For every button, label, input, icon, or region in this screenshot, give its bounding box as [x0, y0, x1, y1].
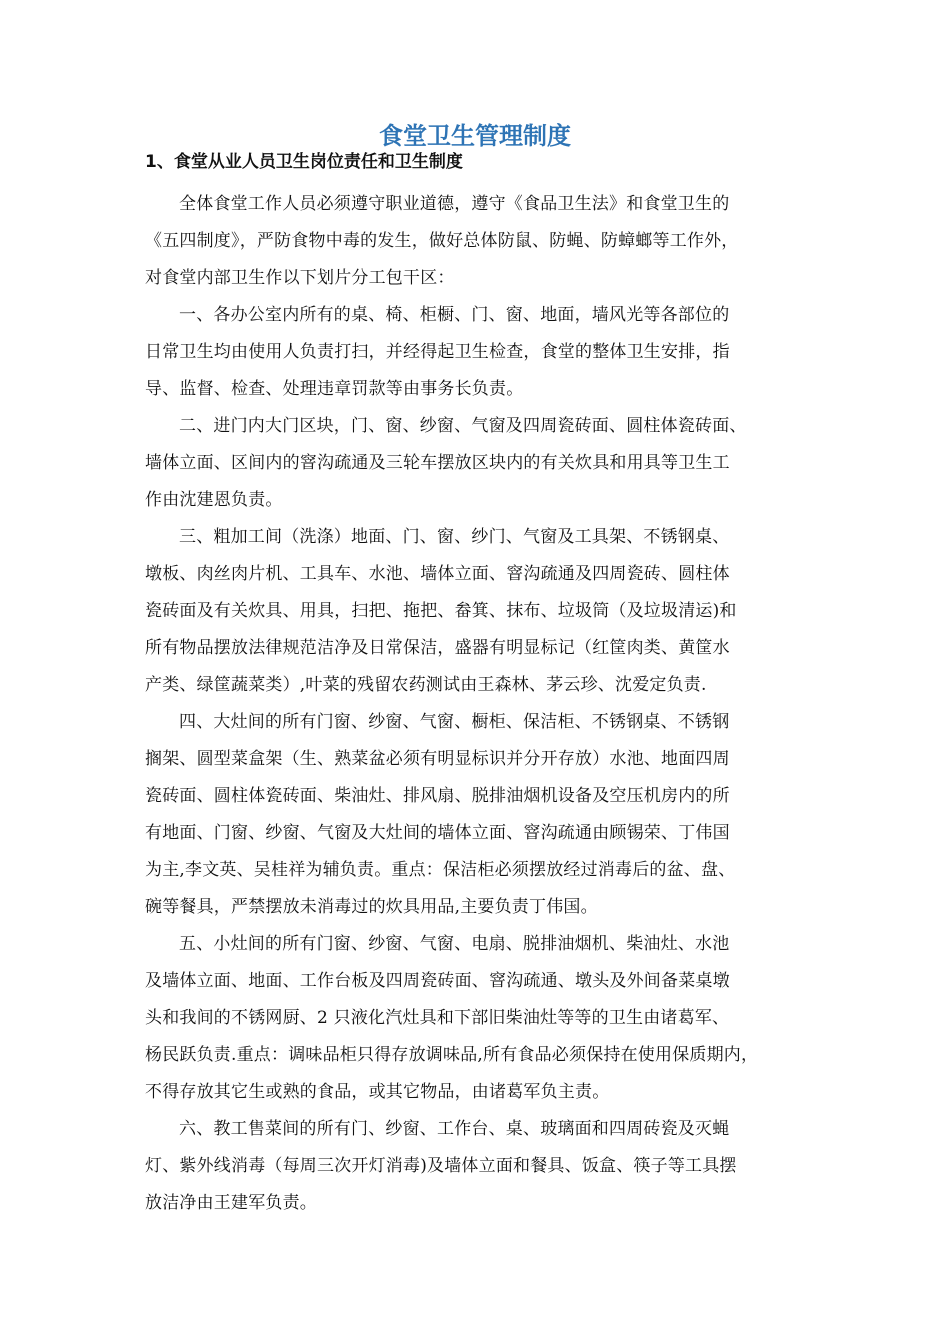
paragraph-line: 全体食堂工作人员必须遵守职业道德，遵守《食品卫生法》和食堂卫生的	[179, 194, 730, 214]
paragraph-line: 放洁净由王建军负责。	[145, 1193, 317, 1213]
paragraph-line: 碗等餐具，严禁摆放未消毒过的炊具用品,主要负责丁伟国。	[145, 897, 598, 917]
paragraph-line: 墙体立面、区间内的窨沟疏通及三轮车摆放区块内的有关炊具和用具等卫生工	[145, 453, 730, 473]
paragraph	[145, 186, 815, 297]
paragraph-line: 六、教工售菜间的所有门、纱窗、工作台、桌、玻璃面和四周砖瓷及灭蝇	[179, 1119, 730, 1139]
paragraph-line: 《五四制度》，严防食物中毒的发生，做好总体防鼠、防蝇、防蟑螂等工作外，	[145, 231, 739, 251]
section-heading: 1、食堂从业人员卫生岗位责任和卫生制度	[145, 152, 463, 172]
paragraph-line: 墩板、肉丝肉片机、工具车、水池、墙体立面、窨沟疏通及四周瓷砖、圆柱体	[145, 564, 730, 584]
paragraph-line: 所有物品摆放法律规范洁净及日常保洁，盛器有明显标记（红筐肉类、黄筐水	[145, 638, 730, 658]
paragraph-line: 瓷砖面、圆柱体瓷砖面、柴油灶、排风扇、脱排油烟机设备及空压机房内的所	[145, 786, 730, 806]
paragraph-line: 及墙体立面、地面、工作台板及四周瓷砖面、窨沟疏通、墩头及外间备菜桌墩	[145, 971, 730, 991]
paragraph-line: 搁架、圆型菜盒架（生、熟菜盆必须有明显标识并分开存放）水池、地面四周	[145, 749, 730, 769]
paragraph-line: 二、进门内大门区块，门、窗、纱窗、气窗及四周瓷砖面、圆柱体瓷砖面、	[179, 416, 747, 436]
document-title: 食堂卫生管理制度	[379, 122, 571, 150]
paragraph-line: 产类、绿筐蔬菜类）,叶菜的残留农药测试由王森林、茅云珍、沈爱定负责.	[145, 675, 707, 695]
paragraph-line: 三、粗加工间（洗涤）地面、门、窗、纱门、气窗及工具架、不锈钢桌、	[179, 527, 730, 547]
paragraph-line: 日常卫生均由使用人负责打扫，并经得起卫生检查，食堂的整体卫生安排，指	[145, 342, 730, 362]
paragraph	[145, 297, 815, 408]
paragraph-line: 对食堂内部卫生作以下划片分工包干区：	[145, 268, 455, 288]
paragraph-line: 导、监督、检查、处理违章罚款等由事务长负责。	[145, 379, 524, 399]
document-body	[145, 186, 815, 1222]
paragraph	[145, 926, 815, 1111]
paragraph	[145, 519, 815, 704]
paragraph-line: 有地面、门窗、纱窗、气窗及大灶间的墙体立面、窨沟疏通由顾锡荣、丁伟国	[145, 823, 730, 843]
paragraph-line: 不得存放其它生或熟的食品，或其它物品，由诸葛军负主责。	[145, 1082, 610, 1102]
paragraph-line: 四、大灶间的所有门窗、纱窗、气窗、橱柜、保洁柜、不锈钢桌、不锈钢	[179, 712, 730, 732]
paragraph	[145, 704, 815, 926]
paragraph-line: 为主,李文英、吴桂祥为辅负责。重点：保洁柜必须摆放经过消毒后的盆、盘、	[145, 860, 736, 880]
paragraph	[145, 408, 815, 519]
paragraph-line: 灯、紫外线消毒（每周三次开灯消毒)及墙体立面和餐具、饭盒、筷子等工具摆	[145, 1156, 737, 1176]
paragraph-line: 五、小灶间的所有门窗、纱窗、气窗、电扇、脱排油烟机、柴油灶、水池	[179, 934, 730, 954]
paragraph-line: 头和我间的不锈网厨、2 只液化汽灶具和下部旧柴油灶等等的卫生由诸葛军、	[145, 1008, 730, 1028]
paragraph-line: 一、各办公室内所有的桌、椅、柜橱、门、窗、地面，墙风光等各部位的	[179, 305, 730, 325]
paragraph-line: 作由沈建恩负责。	[145, 490, 283, 510]
paragraph-line: 杨民跃负责.重点：调味品柜只得存放调味品,所有食品必须保持在使用保质期内，	[145, 1045, 759, 1065]
paragraph-line: 瓷砖面及有关炊具、用具，扫把、拖把、畚箕、抹布、垃圾筒（及垃圾清运)和	[145, 601, 737, 621]
paragraph	[145, 1111, 815, 1222]
